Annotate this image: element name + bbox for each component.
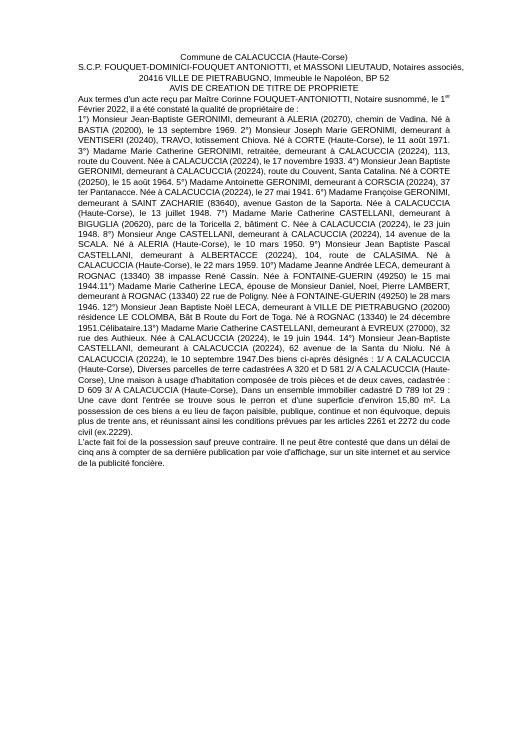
commune-line: Commune de CALACUCCIA (Haute-Corse) xyxy=(180,52,348,62)
intro-text-b: Février 2022, il a été constaté la qualité de propriétaire de : xyxy=(78,104,299,115)
intro-paragraph xyxy=(78,94,450,115)
notice-body xyxy=(78,94,450,469)
ordinal-superscript: er xyxy=(445,93,450,100)
notary-firm-line: S.C.P. FOUQUET-DOMINICI-FOUQUET ANTONIOTTI, et MASSONI LIEUTAUD, Notaires associés, xyxy=(78,62,465,73)
owners-paragraph: 1°) Monsieur Jean-Baptiste GERONIMI, demeurant à ALERIA (20270), chemin de Vadina. Né à BASTIA (20200), le 13 septembre 1969. 2°) Monsieur Joseph Marie GERONIMI, demeurant à VENTISERI (20240), TRAVO, lotissement Chiova. Né à CORTE (Haute-Corse), le 11 août 1971. 3°) Madame Marie Catherine GERONIMI, retraitée, demeurant à CALACUCCIA (20224), 113, route du Couvent. Née à CALACUCCIA (20224), le 17 novembre 1933. 4°) Monsieur Jean Baptiste GERONIMI, demeurant à CALACUCCIA (20224), route du Couvent, Santa Catalina. Né à CORTE (20250), le 15 août 1964. 5°) Madame Antoinette GERONIMI, demeurant à CORSCIA (20224), 37 ter Pantanacce. Née à CALACUCCIA (20224), le 27 mai 1941. 6°) Madame Françoise GERONIMI, demeurant à SAINT ZACHARIE (83640), avenue Gaston de la Saporta. Née à CALACUCCIA (Haute-Corse), le 13 juillet 1948. 7°) Madame Marie Catherine CASTELLANI, demeurant à BIGUGLIA (20620), parc de la Toricella 2, bâtiment C. Née à CALACUCCIA (20224), le 23 juin 1948. 8°) Monsieur Ange CASTELLANI, demeurant à CALACUCCIA (20224), 14 avenue de la SCALA. Né à ALERIA (Haute-Corse), le 10 mars 1950. 9°) Monsieur Jean Baptiste Pascal CASTELLANI, demeurant à ALBERTACCE (20224), 104, route de CALASIMA. Né à CALACUCCIA (Haute-Corse), le 22 mars 1959. 10°) Madame Jeanne Andrée LECA, demeurant à ROGNAC (13340) 38 impasse René Cassin. Née à FONTAINE-GUERIN (49250) le 15 mai 1944.11°) Madame Marie Catherine LECA, épouse de Monsieur Daniel, Noel, Pierre LAMBERT, demeurant à ROGNAC (13340) 22 rue de Poligny. Née à FONTAINE-GUERIN (49250) le 28 mars 1946. 12°) Monsieur Jean Baptiste Noël LECA, demeurant à VILLE DE PIETRABUGNO (20200) résidence LE COLOMBA, Bât B Route du Fort de Toga. Né à ROGNAC (13340) le 24 décembre 1951.Célibataire.13°) Madame Marie Catherine CASTELLANI, demeurant à EVREUX (27000), 32 rue des Authieux. Née à CALACUCCIA (20224), le 19 juin 1944. 14°) Monsieur Jean-Baptiste CASTELLANI, demeurant à CALACUCCIA (20224), 62 avenue de la Santa du Niolu. Né à CALACUCCIA (20224), le 10 septembre 1947.Des biens ci-après désignés : 1/ A CALACUCCIA (Haute-Corse), Diverses parcelles de terre cadastrées A 320 et D 581 2/ A CALACUCCIA (Haute-Corse), Une maison à usage d'habitation composée de trois pièces et de deux caves, cadastrée : D 609 3/ A CALACUCCIA (Haute-Corse), Dans un ensemble immobilier cadastré D 789 lot 29 : Une cave dont l'entrée se trouve sous le perron et d'une superficie d'environ 15,80 m². La possession de ces biens a eu lieu de façon paisible, publique, continue et non équivoque, depuis plus de trente ans, et réunissant ainsi les conditions prévues par les articles 2261 et 2272 du code civil (ex.2229). xyxy=(78,114,450,437)
notice-title: AVIS DE CREATION DE TITRE DE PROPRIETE xyxy=(169,83,359,94)
address-line: 20416 VILLE DE PIETRABUGNO, Immeuble le Napoléon, BP 52 xyxy=(138,72,390,83)
notice-header xyxy=(78,52,465,94)
intro-text-a: Aux termes d'un acte reçu par Maître Corinne FOUQUET-ANTONIOTTI, Notaire susnommé, le 1 xyxy=(78,93,446,104)
legal-notice xyxy=(78,52,465,468)
closing-paragraph: L'acte fait foi de la possession sauf preuve contraire. Il ne peut être contesté que dans un délai de cinq ans à compter de sa dernière publication par voie d'affichage, sur un site internet et au service de la publicité foncière. xyxy=(78,437,450,468)
